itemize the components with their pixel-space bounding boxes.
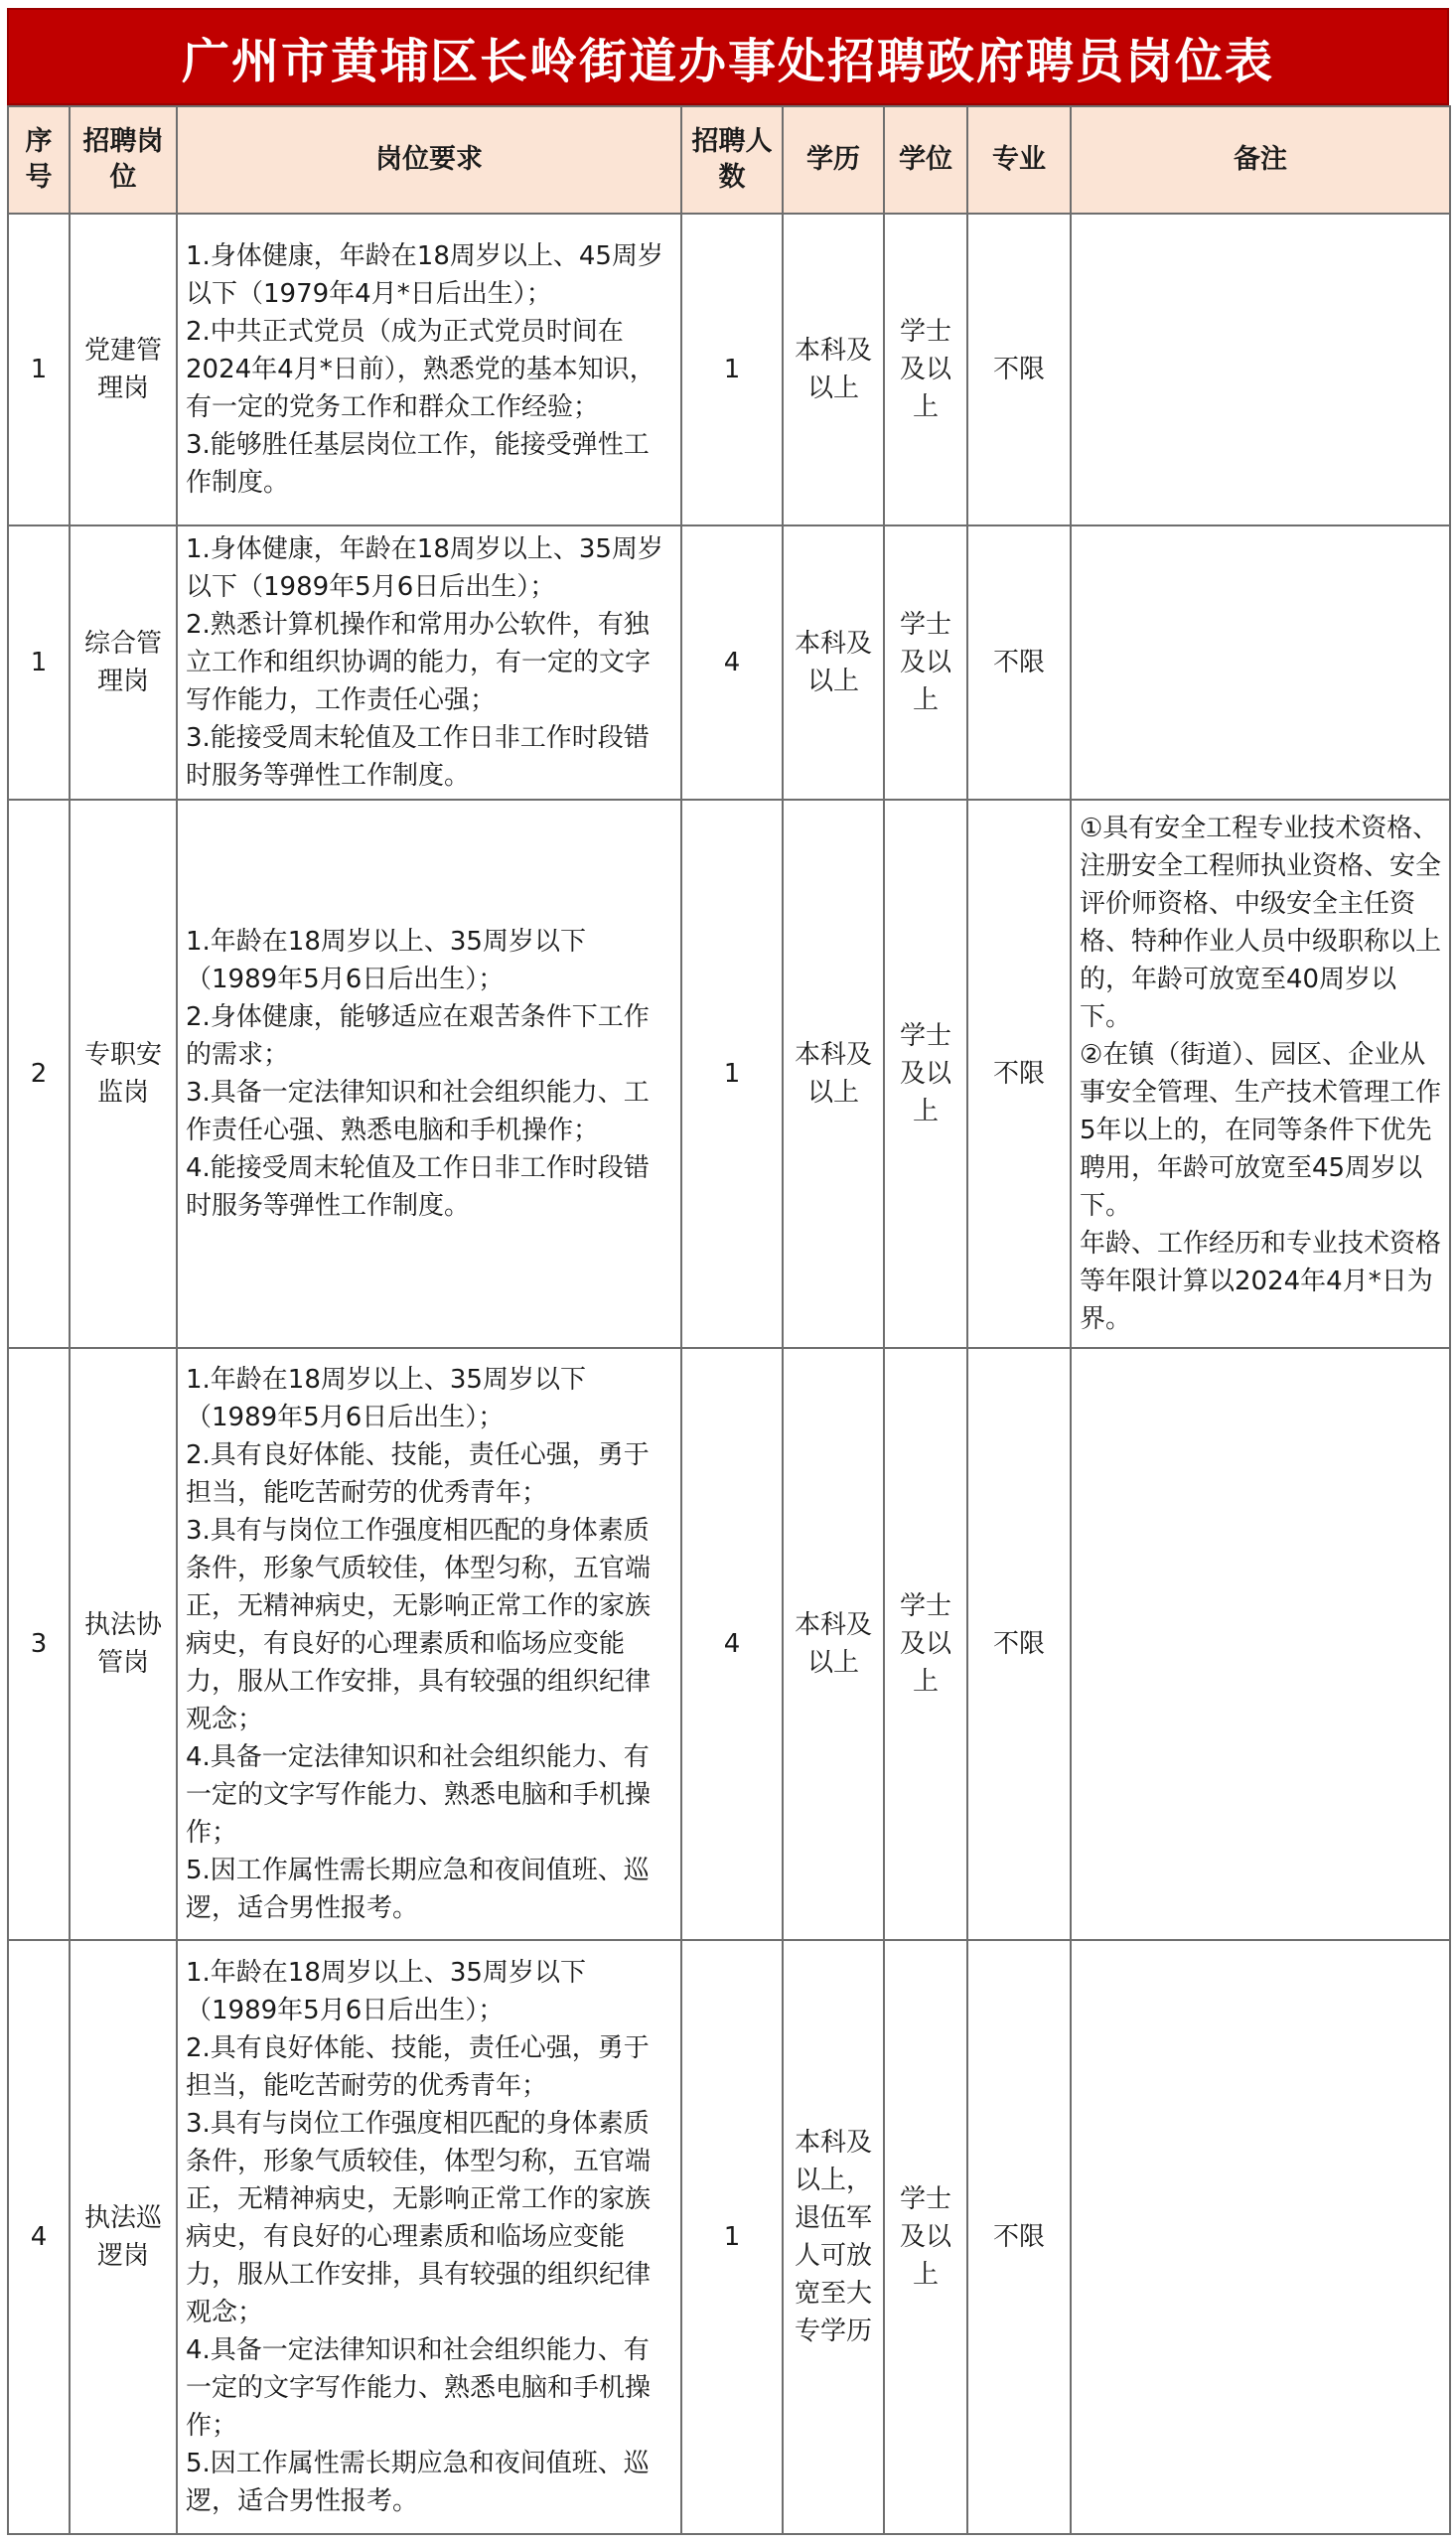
cell-count: 4 (681, 525, 783, 800)
cell-major: 不限 (967, 525, 1071, 800)
requirement-item: 2.具有良好体能、技能，责任心强，勇于担当，能吃苦耐劳的优秀青年； (186, 2033, 650, 2101)
cell-notes (1071, 800, 1450, 1348)
header-row (8, 106, 1450, 214)
cell-requirements (177, 1348, 681, 1940)
header-education: 学历 (783, 106, 884, 214)
cell-degree: 学士及以上 (884, 1348, 967, 1940)
cell-notes (1071, 1940, 1450, 2534)
cell-post: 党建管理岗 (70, 214, 177, 525)
cell-education: 本科及以上 (783, 800, 884, 1348)
note-item: ②在镇（街道）、园区、企业从事安全管理、生产技术管理工作5年以上的，在同等条件下优先聘用，年龄可放宽至45周岁以下。 (1080, 1040, 1442, 1221)
cell-education: 本科及以上 (783, 525, 884, 800)
requirement-item: 5.因工作属性需长期应急和夜间值班、巡逻，适合男性报考。 (186, 1856, 650, 1923)
requirement-item: 1.年龄在18周岁以上、35周岁以下（1989年5月6日后出生）； (186, 927, 586, 994)
cell-major: 不限 (967, 800, 1071, 1348)
cell-degree: 学士及以上 (884, 800, 967, 1348)
cell-count: 1 (681, 800, 783, 1348)
cell-degree: 学士及以上 (884, 214, 967, 525)
cell-degree: 学士及以上 (884, 1940, 967, 2534)
positions-table (7, 105, 1451, 2535)
header-degree: 学位 (884, 106, 967, 214)
header-post: 招聘岗位 (70, 106, 177, 214)
header-major: 专业 (967, 106, 1071, 214)
requirement-item: 3.能接受周末轮值及工作日非工作时段错时服务等弹性工作制度。 (186, 723, 650, 791)
table-row (8, 800, 1450, 1348)
requirement-item: 1.身体健康，年龄在18周岁以上、35周岁以下（1989年5月6日后出生）； (186, 534, 663, 602)
requirement-item: 3.能够胜任基层岗位工作，能接受弹性工作制度。 (186, 430, 650, 498)
cell-major: 不限 (967, 214, 1071, 525)
cell-count: 1 (681, 214, 783, 525)
header-requirements: 岗位要求 (177, 106, 681, 214)
cell-education: 本科及以上 (783, 214, 884, 525)
cell-major: 不限 (967, 1348, 1071, 1940)
cell-notes (1071, 1348, 1450, 1940)
cell-degree: 学士及以上 (884, 525, 967, 800)
header-count: 招聘人数 (681, 106, 783, 214)
cell-seq: 2 (8, 800, 70, 1348)
page-title: 广州市黄埔区长岭街道办事处招聘政府聘员岗位表 (7, 8, 1449, 105)
requirement-item: 4.具备一定法律知识和社会组织能力、有一定的文字写作能力、熟悉电脑和手机操作； (186, 1742, 652, 1848)
cell-requirements (177, 800, 681, 1348)
requirement-item: 2.身体健康，能够适应在艰苦条件下工作的需求； (186, 1002, 650, 1070)
requirement-item: 4.具备一定法律知识和社会组织能力、有一定的文字写作能力、熟悉电脑和手机操作； (186, 2335, 652, 2441)
requirement-item: 3.具备一定法律知识和社会组织能力、工作责任心强、熟悉电脑和手机操作； (186, 1078, 650, 1145)
cell-education: 本科及以上，退伍军人可放宽至大专学历 (783, 1940, 884, 2534)
table-row (8, 525, 1450, 800)
cell-seq: 4 (8, 1940, 70, 2534)
requirement-item: 2.熟悉计算机操作和常用办公软件，有独立工作和组织协调的能力，有一定的文字写作能力，工作责任心强； (186, 610, 652, 715)
cell-count: 4 (681, 1348, 783, 1940)
requirement-item: 2.中共正式党员（成为正式党员时间在2024年4月*日前），熟悉党的基本知识，有一定的党务工作和群众工作经验； (186, 317, 655, 422)
requirement-item: 2.具有良好体能、技能，责任心强，勇于担当，能吃苦耐劳的优秀青年； (186, 1440, 650, 1508)
cell-requirements (177, 1940, 681, 2534)
cell-seq: 3 (8, 1348, 70, 1940)
cell-count: 1 (681, 1940, 783, 2534)
cell-seq: 1 (8, 525, 70, 800)
requirement-item: 5.因工作属性需长期应急和夜间值班、巡逻，适合男性报考。 (186, 2449, 650, 2516)
cell-seq: 1 (8, 214, 70, 525)
cell-post: 执法巡逻岗 (70, 1940, 177, 2534)
cell-post: 专职安监岗 (70, 800, 177, 1348)
header-seq: 序号 (8, 106, 70, 214)
cell-education: 本科及以上 (783, 1348, 884, 1940)
note-item: 年龄、工作经历和专业技术资格等年限计算以2024年4月*日为界。 (1080, 1229, 1442, 1334)
table-row (8, 1940, 1450, 2534)
cell-notes (1071, 214, 1450, 525)
cell-notes (1071, 525, 1450, 800)
requirement-item: 1.年龄在18周岁以上、35周岁以下（1989年5月6日后出生）； (186, 1958, 586, 2025)
cell-major: 不限 (967, 1940, 1071, 2534)
requirement-item: 1.身体健康，年龄在18周岁以上、45周岁以下（1979年4月*日后出生）； (186, 241, 663, 309)
note-item: ①具有安全工程专业技术资格、注册安全工程师执业资格、安全评价师资格、中级安全主任资格、特种作业人员中级职称以上的，年龄可放宽至40周岁以下。 (1080, 814, 1442, 1032)
cell-requirements (177, 214, 681, 525)
requirement-item: 1.年龄在18周岁以上、35周岁以下（1989年5月6日后出生）； (186, 1365, 586, 1432)
table-row (8, 214, 1450, 525)
header-notes: 备注 (1071, 106, 1450, 214)
requirement-item: 3.具有与岗位工作强度相匹配的身体素质条件，形象气质较佳，体型匀称，五官端正，无精神病史，无影响正常工作的家族病史，有良好的心理素质和临场应变能力，服从工作安排，具有较强的组织纪律观念； (186, 1516, 652, 1734)
table-row (8, 1348, 1450, 1940)
cell-requirements (177, 525, 681, 800)
cell-post: 综合管理岗 (70, 525, 177, 800)
requirement-item: 3.具有与岗位工作强度相匹配的身体素质条件，形象气质较佳，体型匀称，五官端正，无精神病史，无影响正常工作的家族病史，有良好的心理素质和临场应变能力，服从工作安排，具有较强的组织纪律观念； (186, 2109, 652, 2327)
requirement-item: 4.能接受周末轮值及工作日非工作时段错时服务等弹性工作制度。 (186, 1153, 650, 1221)
cell-post: 执法协管岗 (70, 1348, 177, 1940)
